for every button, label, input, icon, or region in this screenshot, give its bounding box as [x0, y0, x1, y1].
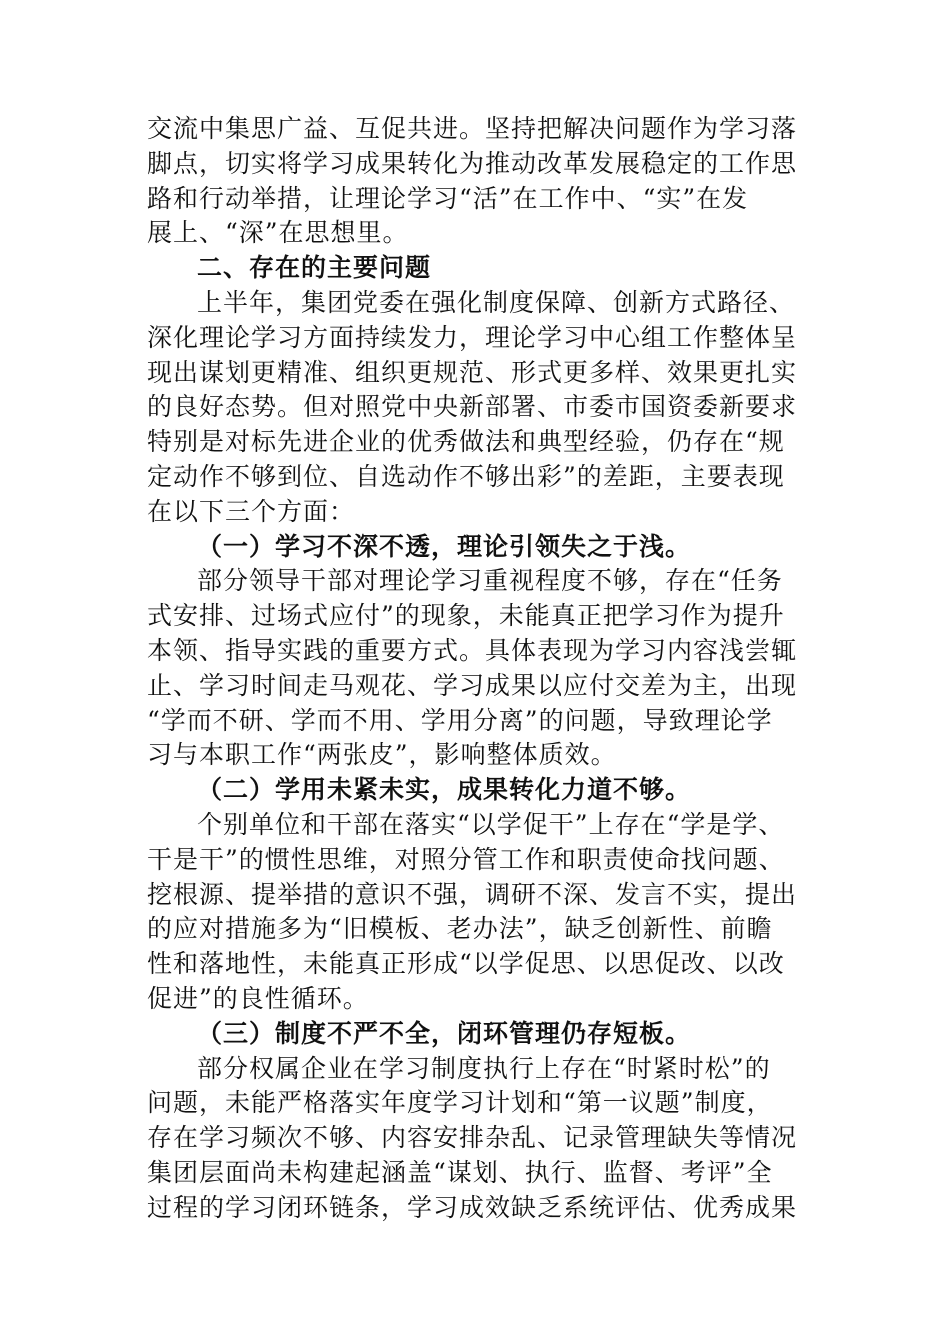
body-text-line: 问题，未能严格落实年度学习计划和“第一议题”制度，: [147, 1088, 773, 1118]
body-text-line: 挖根源、提举措的意识不强，调研不深、发言不实，提出: [147, 879, 798, 909]
body-text-line: 习与本职工作“两张皮”，影响整体质效。: [147, 740, 617, 770]
body-text-line: 式安排、过场式应付”的现象，未能真正把学习作为提升: [147, 601, 785, 631]
body-text-line: 定动作不够到位、自选动作不够出彩”的差距，主要表现: [147, 461, 785, 491]
body-text-line: 路和行动举措，让理论学习“活”在工作中、“实”在发: [147, 183, 749, 213]
body-text-line: 促进”的良性循环。: [147, 983, 369, 1013]
section-heading: 二、存在的主要问题: [197, 253, 432, 283]
document-page: [147, 112, 807, 1226]
body-text-line: 止、学习时间走马观花、学习成果以应付交差为主，出现: [147, 670, 798, 700]
body-text-line: 存在学习频次不够、内容安排杂乱、记录管理缺失等情况: [147, 1123, 798, 1153]
subsection-heading: （一）学习不深不透，理论引领失之于浅。: [197, 531, 692, 561]
body-text-line: 部分权属企业在学习制度执行上存在“时紧时松”的: [197, 1053, 771, 1083]
body-text-line: 干是干”的惯性思维，对照分管工作和职责使命找问题、: [147, 844, 785, 874]
body-text-line: “学而不研、学而不用、学用分离”的问题，导致理论学: [147, 705, 773, 735]
body-text-line: 在以下三个方面：: [147, 496, 356, 526]
body-text-line: 深化理论学习方面持续发力，理论学习中心组工作整体呈: [147, 322, 798, 352]
body-text-line: 展上、“深”在思想里。: [147, 218, 409, 248]
body-text-line: 特别是对标先进企业的优秀做法和典型经验，仍存在“规: [147, 427, 785, 457]
body-text-line: 部分领导干部对理论学习重视程度不够，存在“任务: [197, 566, 783, 596]
body-text-line: 的良好态势。但对照党中央新部署、市委市国资委新要求: [147, 392, 798, 422]
body-text-line: 现出谋划更精准、组织更规范、形式更多样、效果更扎实: [147, 357, 798, 387]
subsection-heading: （三）制度不严不全，闭环管理仍存短板。: [197, 1018, 692, 1048]
body-text-line: 的应对措施多为“旧模板、老办法”，缺乏创新性、前瞻: [147, 914, 773, 944]
body-text-line: 性和落地性，未能真正形成“以学促思、以思促改、以改: [147, 949, 785, 979]
body-text-line: 交流中集思广益、互促共进。坚持把解决问题作为学习落: [147, 114, 798, 143]
body-text-line: 个别单位和干部在落实“以学促干”上存在“学是学、: [197, 809, 785, 839]
subsection-heading: （二）学用未紧未实，成果转化力道不够。: [197, 775, 692, 805]
body-text-line: 脚点，切实将学习成果转化为推动改革发展稳定的工作思: [147, 148, 798, 178]
body-text-line: 上半年，集团党委在强化制度保障、创新方式路径、: [197, 287, 796, 317]
body-text-line: 过程的学习闭环链条，学习成效缺乏系统评估、优秀成果: [147, 1192, 798, 1222]
body-text-line: 本领、指导实践的重要方式。具体表现为学习内容浅尝辄: [147, 635, 798, 665]
body-text-line: 集团层面尚未构建起涵盖“谋划、执行、监督、考评”全: [147, 1157, 773, 1187]
